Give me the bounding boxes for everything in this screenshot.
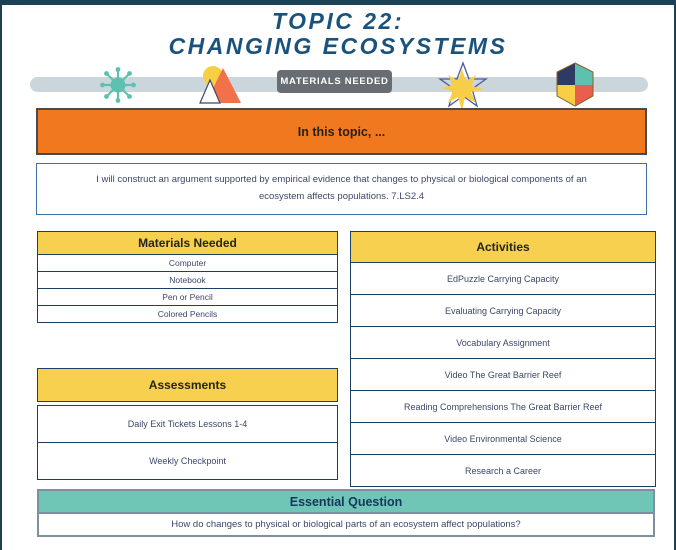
activity-item: Video The Great Barrier Reef <box>350 359 656 391</box>
essential-question-header: Essential Question <box>37 489 655 514</box>
activity-item: Reading Comprehensions The Great Barrier Reef <box>350 391 656 423</box>
assessments-table <box>37 368 338 478</box>
activity-item: Evaluating Carrying Capacity <box>350 295 656 327</box>
essential-question-text: How do changes to physical or biological parts of an ecosystem affect populations? <box>37 514 655 537</box>
page-title-line1: TOPIC 22: <box>272 8 404 34</box>
cube-icon <box>554 62 596 107</box>
materials-needed-badge: MATERIALS NEEDED <box>277 70 392 93</box>
learning-target-text: I will construct an argument supported by empirical evidence that changes to physical or biological components of an ecosystem affects populations. 7.LS2.4 <box>36 163 647 215</box>
page-title-line2: CHANGING ECOSYSTEMS <box>168 33 508 59</box>
in-this-topic-header: In this topic, ... <box>36 108 647 155</box>
activity-item: Video Environmental Science <box>350 423 656 455</box>
materials-needed-rows <box>37 255 338 323</box>
assessment-item: Daily Exit Tickets Lessons 1-4 <box>37 405 338 443</box>
page-title <box>0 9 676 59</box>
activity-item: Vocabulary Assignment <box>350 327 656 359</box>
mountain-icon <box>196 63 244 105</box>
materials-needed-table <box>37 231 338 323</box>
assessments-rows <box>37 405 338 480</box>
materials-item: Pen or Pencil <box>37 289 338 306</box>
materials-item: Colored Pencils <box>37 306 338 323</box>
left-border <box>0 0 2 550</box>
assessments-header: Assessments <box>37 368 338 402</box>
star-icon <box>438 61 488 113</box>
top-border <box>0 0 676 5</box>
materials-needed-header: Materials Needed <box>37 231 338 255</box>
activities-rows <box>350 263 656 487</box>
virus-icon <box>99 66 137 104</box>
assessment-item: Weekly Checkpoint <box>37 442 338 480</box>
materials-item: Computer <box>37 255 338 272</box>
activity-item: Research a Career <box>350 455 656 487</box>
activities-header: Activities <box>350 231 656 263</box>
activity-item: EdPuzzle Carrying Capacity <box>350 263 656 295</box>
essential-question-section <box>37 489 655 537</box>
materials-item: Notebook <box>37 272 338 289</box>
activities-table <box>350 231 656 487</box>
